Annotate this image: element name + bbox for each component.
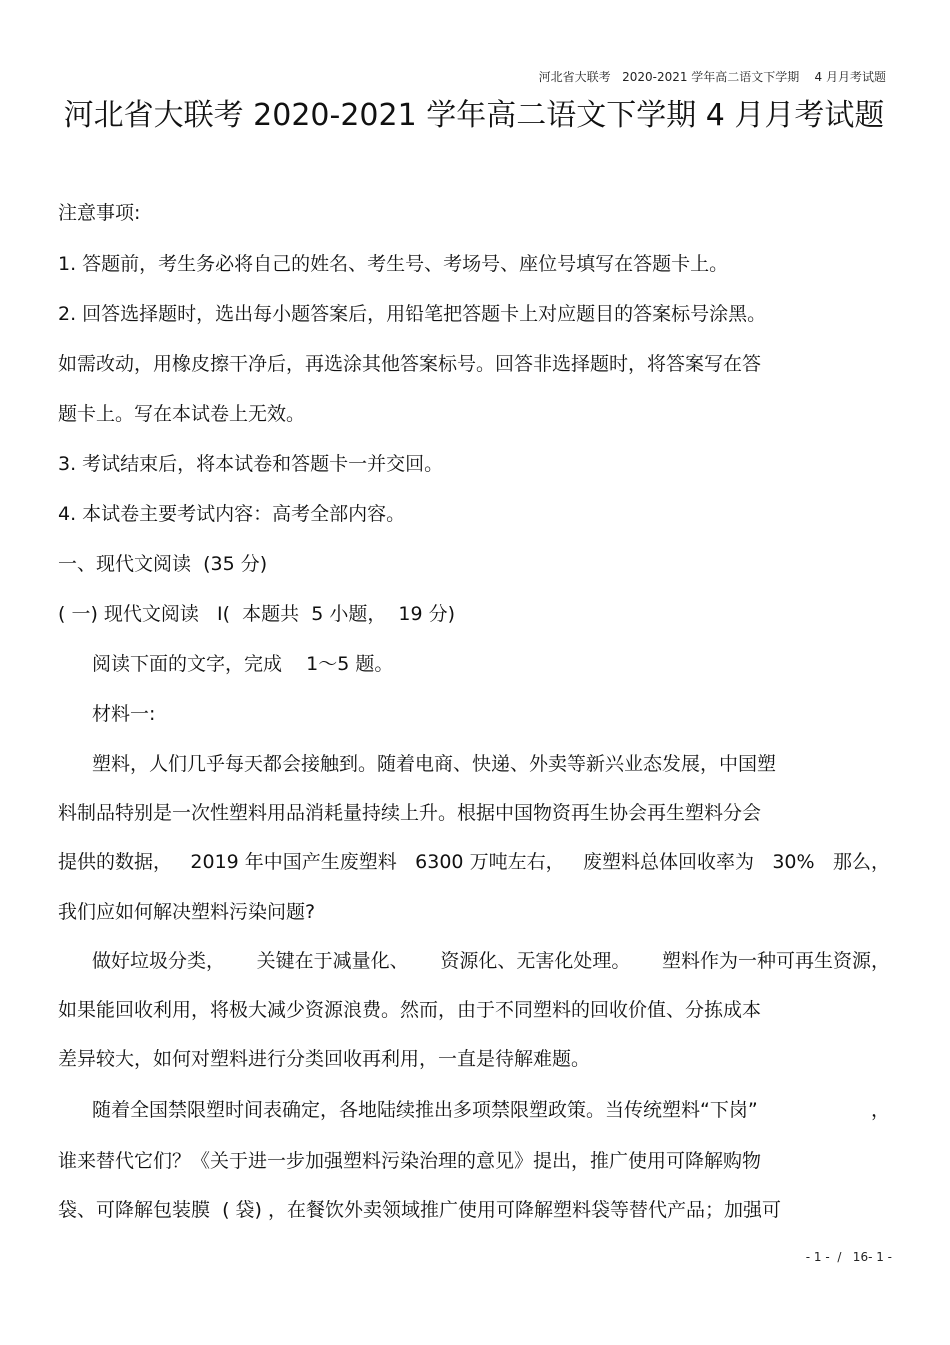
passage-fragment: 做好垃圾分类， bbox=[92, 950, 226, 972]
passage-line: 差异较大，如何对塑料进行分类回收再利用，一直是待解难题。 bbox=[58, 1048, 591, 1070]
passage-fragment: 2019 年中国产生废塑料 bbox=[190, 851, 397, 873]
passage-line: 我们应如何解决塑料污染问题? bbox=[58, 901, 316, 923]
notice-item-2a: 2. 回答选择题时，选出每小题答案后，用铅笔把答题卡上对应题目的答案标号涂黑。 bbox=[58, 303, 767, 325]
passage-fragment: 随着全国禁限塑时间表确定，各地陆续推出多项禁限塑政策。当传统塑料“下岗” bbox=[92, 1099, 758, 1121]
notice-item-2c: 题卡上。写在本试卷上无效。 bbox=[58, 403, 306, 425]
passage-fragment: ， bbox=[870, 1099, 890, 1121]
notice-item-4: 4. 本试卷主要考试内容：高考全部内容。 bbox=[58, 503, 406, 525]
passage-fragment: 那么， bbox=[832, 851, 890, 873]
passage-fragment: 废塑料总体回收率为 bbox=[582, 851, 754, 873]
running-header: 河北省大联考 2020-2021 学年高二语文下学期 4 月月考试题 bbox=[538, 70, 886, 84]
passage-fragment: 塑料作为一种可再生资源， bbox=[661, 950, 890, 972]
passage-line bbox=[58, 849, 890, 875]
passage-line: 塑料，人们几乎每天都会接触到。随着电商、快递、外卖等新兴业态发展，中国塑 bbox=[92, 753, 777, 775]
passage-line: 如果能回收利用，将极大减少资源浪费。然而，由于不同塑料的回收价值、分拣成本 bbox=[58, 999, 762, 1021]
page-title: 河北省大联考 2020-2021 学年高二语文下学期 4 月月考试题 bbox=[63, 98, 885, 133]
section-heading: 一、现代文阅读 (35 分) bbox=[58, 553, 268, 575]
passage-line: 袋、可降解包装膜 ( 袋) ，在餐饮外卖领域推广使用可降解塑料袋等替代产品；加强可 bbox=[58, 1199, 781, 1221]
notice-item-2b: 如需改动，用橡皮擦干净后，再选涂其他答案标号。回答非选择题时，将答案写在答 bbox=[58, 353, 762, 375]
passage-line bbox=[92, 1097, 890, 1123]
passage-fragment: 6300 万吨左右， bbox=[415, 851, 565, 873]
passage-line: 料制品特别是一次性塑料用品消耗量持续上升。根据中国物资再生协会再生塑料分会 bbox=[58, 802, 762, 824]
passage-fragment: 提供的数据， bbox=[58, 851, 173, 873]
page-number: - 1 - / 16- 1 - bbox=[805, 1250, 892, 1264]
notice-item-1: 1. 答题前，考生务必将自己的姓名、考生号、考场号、座位号填写在答题卡上。 bbox=[58, 253, 729, 275]
passage-fragment: 资源化、无害化处理。 bbox=[440, 950, 631, 972]
reading-instruction: 阅读下面的文字，完成 1～5 题。 bbox=[92, 653, 394, 675]
passage-fragment: 30% bbox=[772, 851, 815, 873]
passage-line bbox=[92, 948, 890, 974]
notice-heading: 注意事项: bbox=[58, 202, 141, 224]
passage-fragment: 关键在于减量化、 bbox=[256, 950, 409, 972]
notice-item-3: 3. 考试结束后，将本试卷和答题卡一并交回。 bbox=[58, 453, 444, 475]
subsection-heading: ( 一) 现代文阅读 Ⅰ( 本题共 5 小题， 19 分) bbox=[58, 603, 456, 625]
material-label: 材料一: bbox=[92, 703, 156, 725]
passage-line: 谁来替代它们？《关于进一步加强塑料污染治理的意见》提出，推广使用可降解购物 bbox=[58, 1150, 762, 1172]
